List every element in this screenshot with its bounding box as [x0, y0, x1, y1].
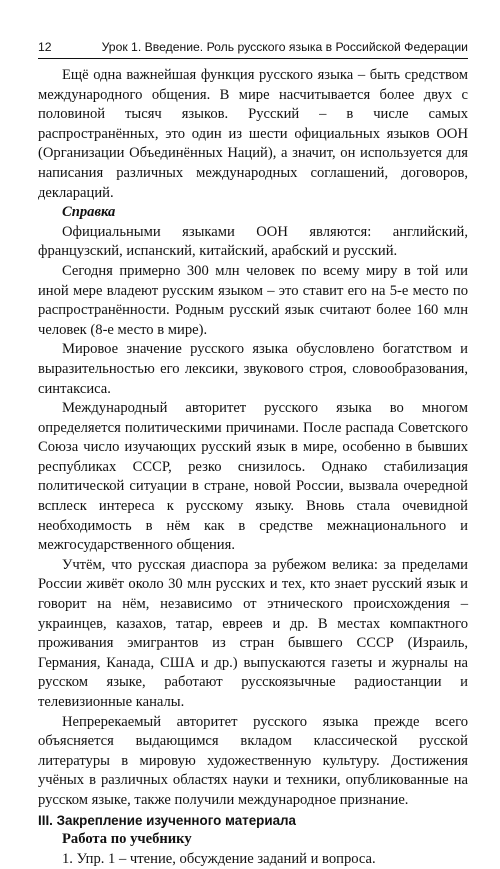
paragraph-speaker-count: Сегодня примерно 300 млн человек по всему миру в той или иной мере владеют русским языком – это ставит его на 5-е место по распространённости. Родным русский язык считают более 160 млн человек (8-е место в мире).: [38, 262, 468, 338]
paragraph-international-function: Ещё одна важнейшая функция русского языка – быть средством международного общения. В мире насчитывается более двух с половиной тысяч языков. Русский – в числе самых распространённых, это один из шести официальных языков ООН (Организации Объединённых Наций), а значит, он используется для написания различных международных соглашений, договоров, деклараций.: [38, 67, 468, 201]
sub-heading: Работа по учебнику: [62, 831, 192, 848]
book-page: [38, 0, 468, 867]
paragraph-un-languages: Официальными языками ООН являются: английский, французский, испанский, китайский, арабский и русский.: [38, 223, 468, 260]
exercise-line: 1. Упр. 1 – чтение, обсуждение заданий и вопроса.: [62, 850, 376, 867]
page-number: 12: [38, 40, 52, 54]
page-header: [38, 38, 468, 56]
header-rule: [38, 58, 468, 59]
reference-label: Справка: [62, 204, 116, 221]
section-heading: III. Закрепление изученного материала: [38, 812, 296, 828]
page-body: [38, 66, 468, 869]
paragraph-diaspora: Учтём, что русская диаспора за рубежом велика: за пределами России живёт около 30 млн русских и тех, кто знает русский язык и говорит на нём, независимо от этнического происхождения – украинцев, казахов, татар, евреев и др. В местах компактного проживания эмигрантов из стран бывшего СССР (Израиль, Германия, Канада, США и др.) выпускаются газеты и журналы на русском языке, работают русскоязычные радиостанции и телевизионные каналы.: [38, 556, 468, 710]
paragraph-international-authority: Международный авторитет русского языка во многом определяется политическими причинами. После распада Советского Союза число изучающих русский язык в мире, особенно в бывших республиках СССР, резко снизилось. Однако стабилизация политической ситуации в стране, новой России, вызвала очередной всплеск интереса к русскому языку. Вновь стала очевидной необходимость в нём как в средстве межнационального и межгосударственного общения.: [38, 400, 468, 554]
paragraph-literature: Непререкаемый авторитет русского языка прежде всего объясняется выдающимся вкладом классической русской литературы в мировую художественную культуру. Достижения учёных в различных областях науки и техники, опубликованные на русском языке, также получили международное признание.: [38, 713, 468, 808]
running-title: Урок 1. Введение. Роль русского языка в Российской Федерации: [101, 40, 468, 54]
paragraph-world-significance: Мировое значение русского языка обусловлено богатством и выразительностью его лексики, звукового строя, словообразования, синтаксиса.: [38, 341, 468, 397]
